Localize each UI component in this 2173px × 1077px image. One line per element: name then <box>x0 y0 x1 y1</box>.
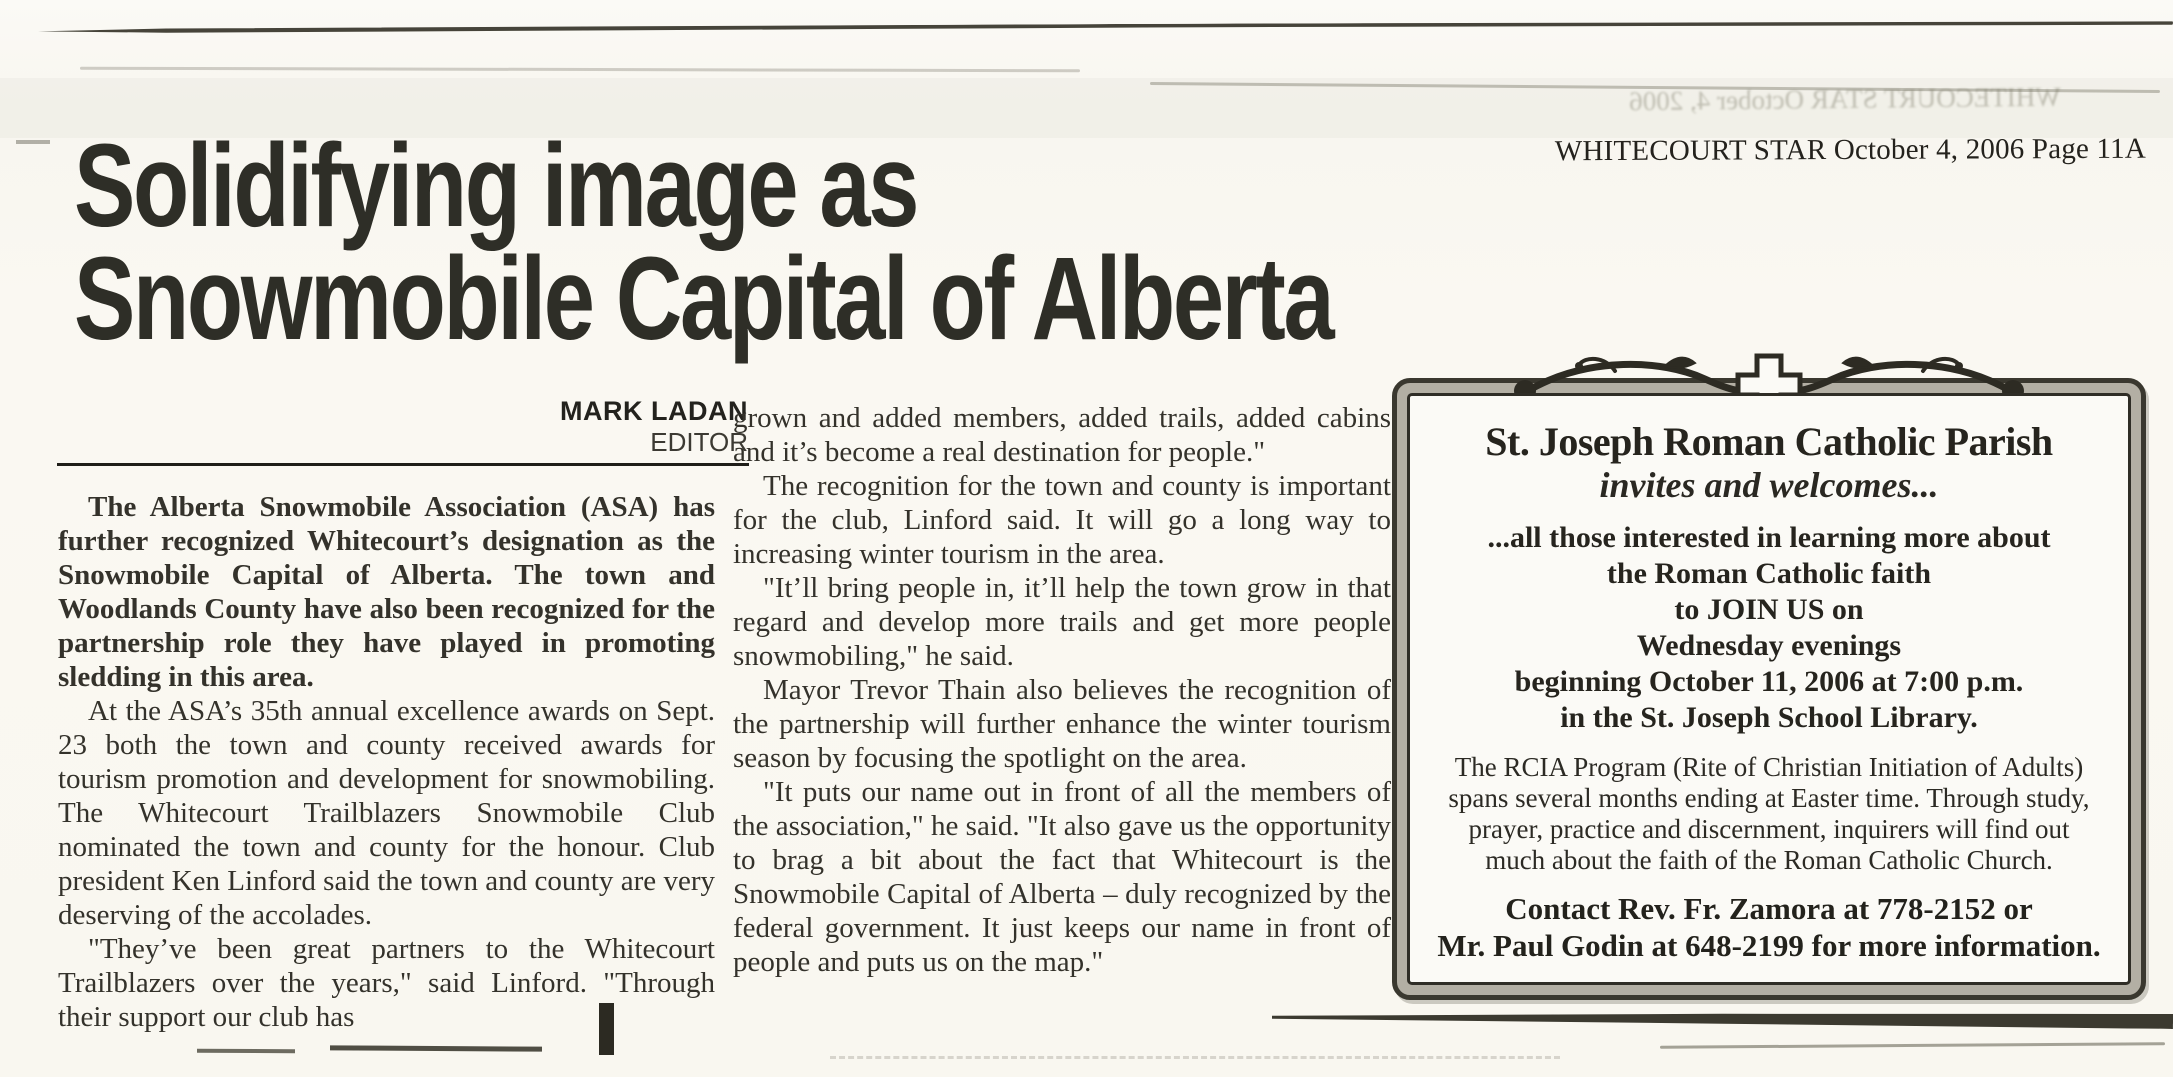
ad-line: beginning October 11, 2006 at 7:00 p.m. <box>1514 665 2024 698</box>
bleed-through-text: WHITECOURT STAR October 4, 2006 <box>1629 81 2061 117</box>
article-paragraph: Mayor Trevor Thain also believes the recognition of the partnership will further enhance the winter tourism season by focusing the spotlight on the area. <box>733 674 1391 774</box>
article-paragraph: "They’ve been great partners to the Whitecourt Trailblazers over the years," said Linford. "Through their support our club has <box>58 933 715 1033</box>
cut-mark <box>330 1045 542 1051</box>
article-paragraph: "It’ll bring people in, it’ll help the town grow in that regard and develop more trails and get more people snowmobiling," he said. <box>733 572 1391 672</box>
article-paragraph: The Alberta Snowmobile Association (ASA) has further recognized Whitecourt’s designation as the Snowmobile Capital of Alberta. The town and Woodlands County have also been recognized for the partnership role they have played in promoting sledding in this area. <box>58 491 715 693</box>
ad-contact-info <box>1437 890 2100 964</box>
ad-line: the Roman Catholic faith <box>1606 557 1932 590</box>
article-paragraph: grown and added members, added trails, added cabins and it’s become a real destination for people." <box>733 402 1391 468</box>
ad-line: in the St. Joseph School Library. <box>1560 701 1978 734</box>
ad-subtitle: invites and welcomes... <box>1599 465 1939 505</box>
cut-mark <box>197 1049 295 1054</box>
ad-program-description: The RCIA Program (Rite of Christian Initiation of Adults) spans several months ending at Easter time. Through study, prayer, practice and discernment, inquirers will find out much about the faith of the Roman Catholic Church. <box>1448 752 2090 875</box>
ad-invitation-lines <box>1487 520 2050 736</box>
article-column-1 <box>58 490 715 1034</box>
ad-line: ...all those interested in learning more about <box>1487 521 2051 554</box>
article-paragraph: At the ASA’s 35th annual excellence awards on Sept. 23 both the town and county received awards for tourism promotion and development for snowmobiling. The Whitecourt Trailblazers Snowmobile Club nominated the town and county for the honour. Club president Ken Linford said the town and county are very deserving of the accolades. <box>58 695 715 931</box>
byline <box>400 396 748 457</box>
masthead: WHITECOURT STAR October 4, 2006 Page 11A <box>1554 132 2147 168</box>
article-paragraph: The recognition for the town and county is important for the club, Linford said. It will go a long way to increasing winter tourism in the area. <box>733 470 1391 570</box>
ad-line: Wednesday evenings <box>1636 629 1902 662</box>
byline-rule <box>57 463 749 466</box>
headline <box>74 120 1574 365</box>
ad-title: St. Joseph Roman Catholic Parish <box>1485 419 2053 464</box>
ad-contact-line-1: Contact Rev. Fr. Zamora at 778-2152 or <box>1505 891 2033 926</box>
paper-shadow-line <box>1660 1042 2165 1049</box>
clipping-bottom-edge <box>1272 1010 2173 1029</box>
clipping-top-edge <box>38 20 2173 34</box>
byline-author: MARK LADAN <box>560 396 748 426</box>
scan-mark <box>16 140 50 144</box>
fold-crease-line <box>80 67 1080 73</box>
ad-contact-line-2: Mr. Paul Godin at 648-2199 for more information. <box>1437 928 2101 963</box>
faint-cut-marks <box>830 1056 1560 1059</box>
byline-role: EDITOR <box>650 427 748 457</box>
church-ad-box <box>1392 378 2146 1000</box>
article-column-2 <box>733 401 1391 979</box>
article-paragraph: "It puts our name out in front of all the members of the association," he said. "It also gave us the opportunity to brag a bit about the fact that Whitecourt is the Snowmobile Capital of Alberta – duly recognized by the federal government. It just keeps our name in front of people and puts us on the map." <box>733 776 1391 978</box>
headline-line-1: Solidifying image as <box>74 120 918 252</box>
continuation-mark <box>599 1003 614 1055</box>
headline-line-2: Snowmobile Capital of Alberta <box>74 233 1333 365</box>
ad-line: to JOIN US on <box>1674 593 1864 626</box>
church-ad-content <box>1407 393 2131 985</box>
